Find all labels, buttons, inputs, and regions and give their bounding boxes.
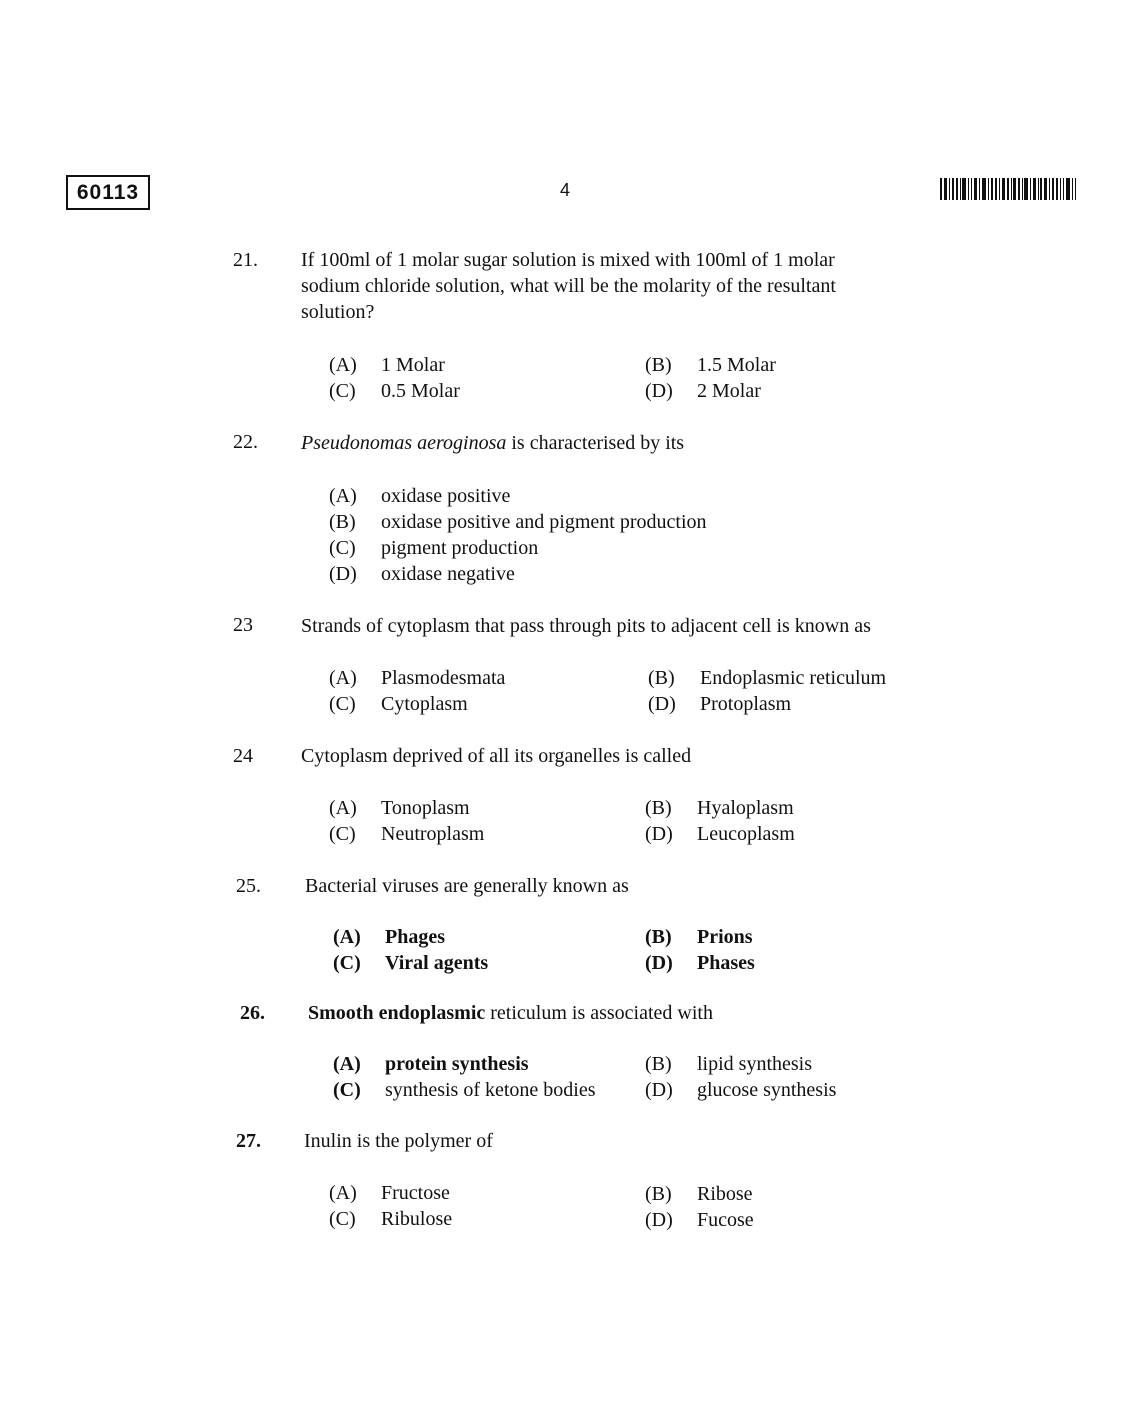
- option-d[interactable]: (D) 2 Molar: [645, 380, 761, 402]
- question-text: Cytoplasm deprived of all its organelles is called: [301, 745, 692, 767]
- question-text: Pseudonomas aeroginosa is characterised by its: [301, 432, 685, 454]
- option-c[interactable]: (C) 0.5 Molar: [329, 380, 460, 402]
- question-text: Bacterial viruses are generally known as: [305, 875, 629, 897]
- question-number: 27.: [236, 1130, 261, 1152]
- option-a[interactable]: (A) Tonoplasm: [329, 797, 470, 819]
- option-b[interactable]: (B) Ribose: [645, 1183, 753, 1205]
- question-number: 25.: [236, 875, 261, 897]
- question-text: Inulin is the polymer of: [304, 1130, 493, 1152]
- option-b[interactable]: (B) lipid synthesis: [645, 1053, 813, 1075]
- option-a[interactable]: (A) Fructose: [329, 1182, 450, 1204]
- option-c[interactable]: (C) Neutroplasm: [329, 823, 485, 845]
- question-text-line: solution?: [301, 301, 375, 323]
- question-number: 23: [233, 614, 253, 636]
- barcode: [940, 178, 1078, 200]
- option-d[interactable]: (D) Fucose: [645, 1209, 754, 1231]
- option-a[interactable]: (A) protein synthesis: [333, 1053, 529, 1075]
- option-c[interactable]: (C) pigment production: [329, 537, 539, 559]
- option-d[interactable]: (D) Phases: [645, 952, 755, 974]
- option-a[interactable]: (A) Plasmodesmata: [329, 667, 506, 689]
- option-a[interactable]: (A) Phages: [333, 926, 445, 948]
- option-a[interactable]: (A) oxidase positive: [329, 485, 511, 507]
- option-c[interactable]: (C) synthesis of ketone bodies: [333, 1079, 596, 1101]
- option-b[interactable]: (B) 1.5 Molar: [645, 354, 776, 376]
- option-b[interactable]: (B) Hyaloplasm: [645, 797, 794, 819]
- option-d[interactable]: (D) glucose synthesis: [645, 1079, 837, 1101]
- question-number: 21.: [233, 249, 258, 271]
- option-d[interactable]: (D) oxidase negative: [329, 563, 515, 585]
- option-b[interactable]: (B) Endoplasmic reticulum: [648, 667, 887, 689]
- question-text-line: sodium chloride solution, what will be the molarity of the resultant: [301, 275, 836, 297]
- option-c[interactable]: (C) Cytoplasm: [329, 693, 468, 715]
- option-d[interactable]: (D) Protoplasm: [648, 693, 792, 715]
- option-a[interactable]: (A) 1 Molar: [329, 354, 445, 376]
- question-text-line: If 100ml of 1 molar sugar solution is mixed with 100ml of 1 molar: [301, 249, 835, 271]
- question-number: 22.: [233, 431, 258, 453]
- option-b[interactable]: (B) Prions: [645, 926, 753, 948]
- option-b[interactable]: (B) oxidase positive and pigment production: [329, 511, 707, 533]
- question-number: 24: [233, 745, 253, 767]
- page-number: 4: [560, 180, 571, 200]
- option-d[interactable]: (D) Leucoplasm: [645, 823, 795, 845]
- option-c[interactable]: (C) Ribulose: [329, 1208, 453, 1230]
- option-c[interactable]: (C) Viral agents: [333, 952, 489, 974]
- question-text: Strands of cytoplasm that pass through pits to adjacent cell is known as: [301, 615, 871, 637]
- question-number: 26.: [240, 1002, 265, 1024]
- paper-code: 60113: [66, 175, 150, 210]
- question-text: [301, 247, 836, 325]
- question-text: Smooth endoplasmic reticulum is associated with: [308, 1002, 713, 1024]
